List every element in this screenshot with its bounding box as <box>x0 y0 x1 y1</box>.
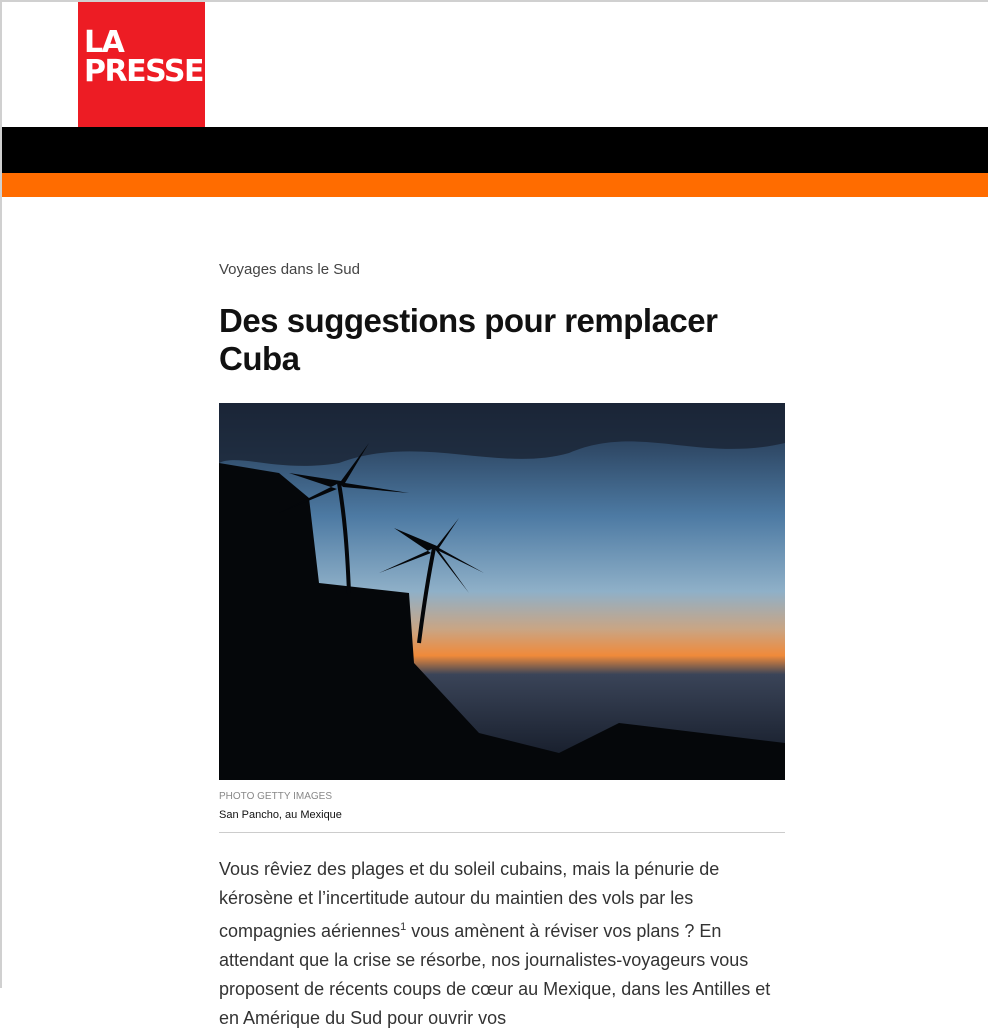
body-text-2: vous amènent à réviser vos plans ? En attendant que la crise se résorbe, nos journalistes-voyageurs vous proposent de récents coups de cœur au Mexique, dans les Antilles et en Amérique du Sud pour ouvrir vos <box>219 921 771 1028</box>
photo-credit: PHOTO GETTY IMAGES <box>219 791 332 802</box>
article-photo[interactable] <box>219 403 785 780</box>
body-text-1: Vous rêviez des plages et du soleil cubains, mais la pénurie de kérosène et l’incertitude autour du maintien des vols par les compagnies aériennes <box>219 859 720 941</box>
logo-line-2: PRESSE <box>84 54 203 89</box>
la-presse-logo[interactable] <box>78 2 205 127</box>
sunset-palm-photo <box>219 403 785 780</box>
section-label[interactable]: Voyages dans le Sud <box>219 261 360 278</box>
caption-divider <box>219 832 785 833</box>
logo-line-1: LA <box>84 25 124 60</box>
article-title: Des suggestions pour remplacer Cuba <box>219 302 718 377</box>
article-body <box>219 855 789 1033</box>
nav-bar <box>2 127 988 173</box>
section-accent-bar <box>2 173 988 197</box>
photo-caption: San Pancho, au Mexique <box>219 809 342 821</box>
footnote-ref[interactable]: 1 <box>400 921 407 933</box>
